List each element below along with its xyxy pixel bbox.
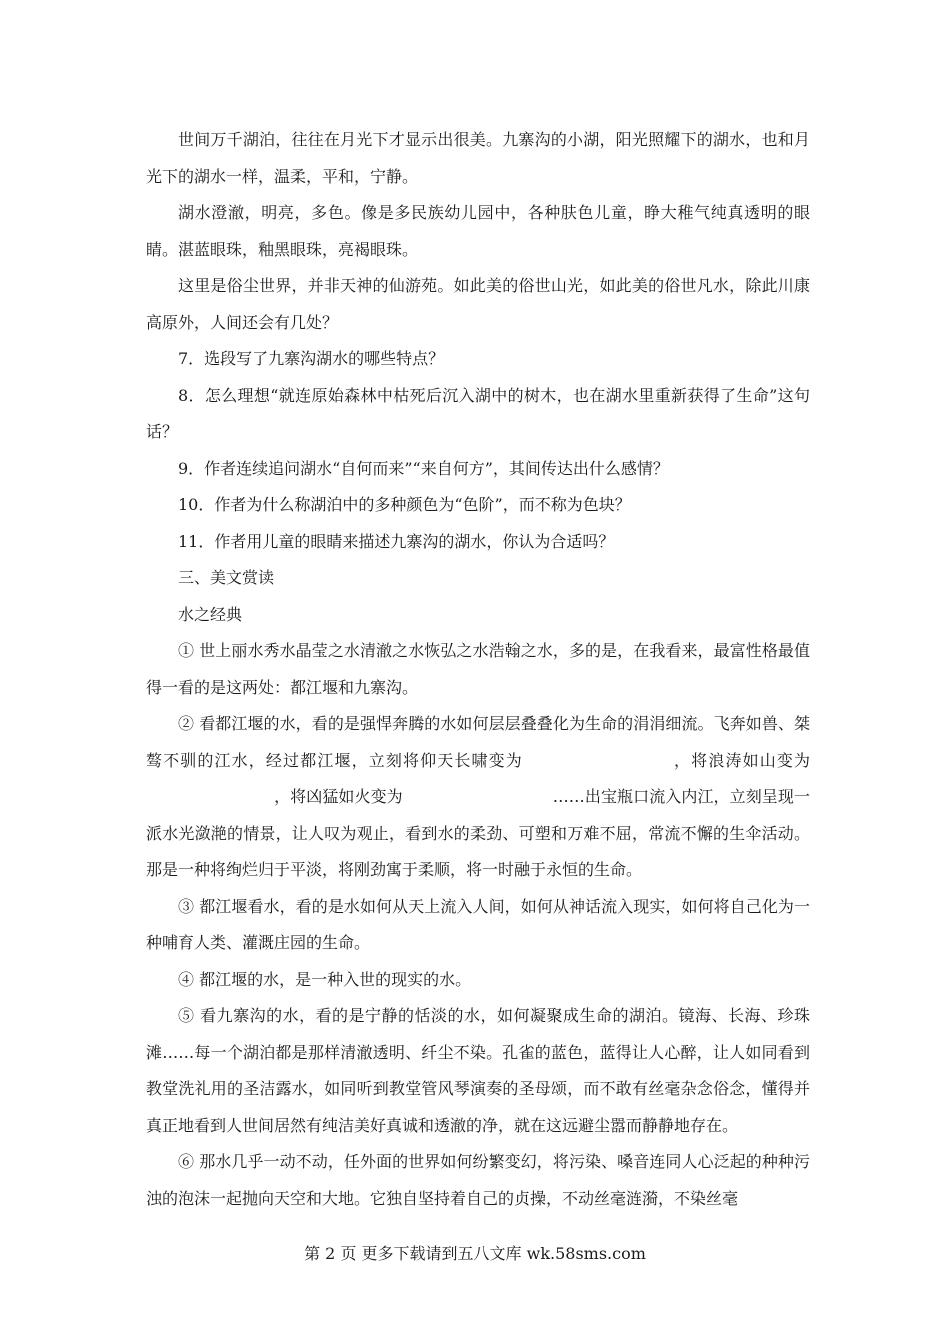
essay-paragraph-2-part2: ，将浪涛如山变为 (672, 750, 810, 770)
essay-paragraph-2-part3: ，将凶猛如火变为 (274, 787, 403, 806)
page-footer: 第 2 页 更多下载请到五八文库 wk.58sms.com (304, 1244, 646, 1263)
paragraph-lake-clear: 湖水澄澈，明亮，多色。像是多民族幼儿园中，各种肤色儿童，睁大稚气纯真透明的眼睛。湛蓝眼珠，釉黑眼珠，亮褐眼珠。 (146, 203, 810, 259)
question-8: 8．怎么理想“就连原始森林中枯死后沉入湖中的树木，也在湖水里重新获得了生命”这句话？ (146, 385, 810, 441)
essay-paragraph-5: ⑤ 看九寨沟的水，看的是宁静的恬淡的水，如何凝聚成生命的湖泊。镜海、长海、珍珠滩……每一个湖泊都是那样清澈透明、纤尘不染。孔雀的蓝色，蓝得让人心醉，让人如同看到教堂洗礼用的圣洁露水，如同听到教堂管风琴演奏的圣母颂，而不敢有丝毫杂念俗念，懂得并真正地看到人世间居然有纯洁美好真诚和透澈的净，就在这远避尘嚣而静静地存在。 (146, 1006, 810, 1135)
question-7: 7．选段写了九寨沟湖水的哪些特点？ (178, 349, 445, 368)
question-9: 9．作者连续追问湖水“自何而来”“来自何方”，其间传达出什么感情？ (178, 458, 669, 478)
question-10: 10．作者为什么称湖泊中的多种颜色为“色阶”，而不称为色块？ (178, 495, 631, 514)
essay-paragraph-2-part4: ……出宝瓶口流入内江，立刻呈现一派水光潋滟的情景，让人叹为观止，看到水的柔劲、可塑和万难不屈，常流不懈的生伞活动。那是一种将绚烂归于平淡，将刚劲寓于柔顺，将一时融于永恒的生命。 (146, 787, 810, 879)
paragraph-mundane-world: 这里是俗尘世界，并非天神的仙游苑。如此美的俗世山光，如此美的俗世凡水，除此川康高原外，人间还会有几处？ (146, 276, 810, 332)
essay-paragraph-1: ① 世上丽水秀水晶莹之水清澈之水恢弘之水浩翰之水，多的是，在我看来，最富性格最值得一看的是这两处：都江堰和九寨沟。 (146, 641, 810, 697)
essay-paragraph-6: ⑥ 那水几乎一动不动，任外面的世界如何纷繁变幻，将污染、嗓音连同人心泛起的种种污浊的泡沫一起抛向天空和大地。它独自坚持着自己的贞操，不动丝毫涟漪，不染丝毫 (146, 1152, 810, 1208)
section-heading: 三、美文赏读 (178, 568, 275, 587)
essay-title: 水之经典 (178, 604, 243, 624)
essay-paragraph-3: ③ 都江堰看水，看的是水如何从天上流入人间，如何从神话流入现实，如何将自己化为一种哺育人类、灌溉庄园的生命。 (146, 896, 810, 952)
document-body (146, 122, 810, 1217)
essay-paragraph-2-part1: ② 看都江堰的水，看的是强悍奔腾的水如何层层叠叠化为生命的涓涓细流。飞奔如兽、桀骜不驯的江水，经过都江堰，立刻将仰天长啸变为 (146, 714, 810, 770)
essay-paragraph-4: ④ 都江堰的水，是一种入世的现实的水。 (178, 969, 472, 989)
paragraph-lake-moonlight: 世间万千湖泊，往往在月光下才显示出很美。九寨沟的小湖，阳光照耀下的湖水，也和月光下的湖水一样，温柔，平和，宁静。 (146, 130, 810, 186)
essay-paragraph-2 (146, 706, 810, 889)
question-11: 11．作者用儿童的眼睛来描述九寨沟的湖水，你认为合适吗？ (178, 531, 615, 551)
